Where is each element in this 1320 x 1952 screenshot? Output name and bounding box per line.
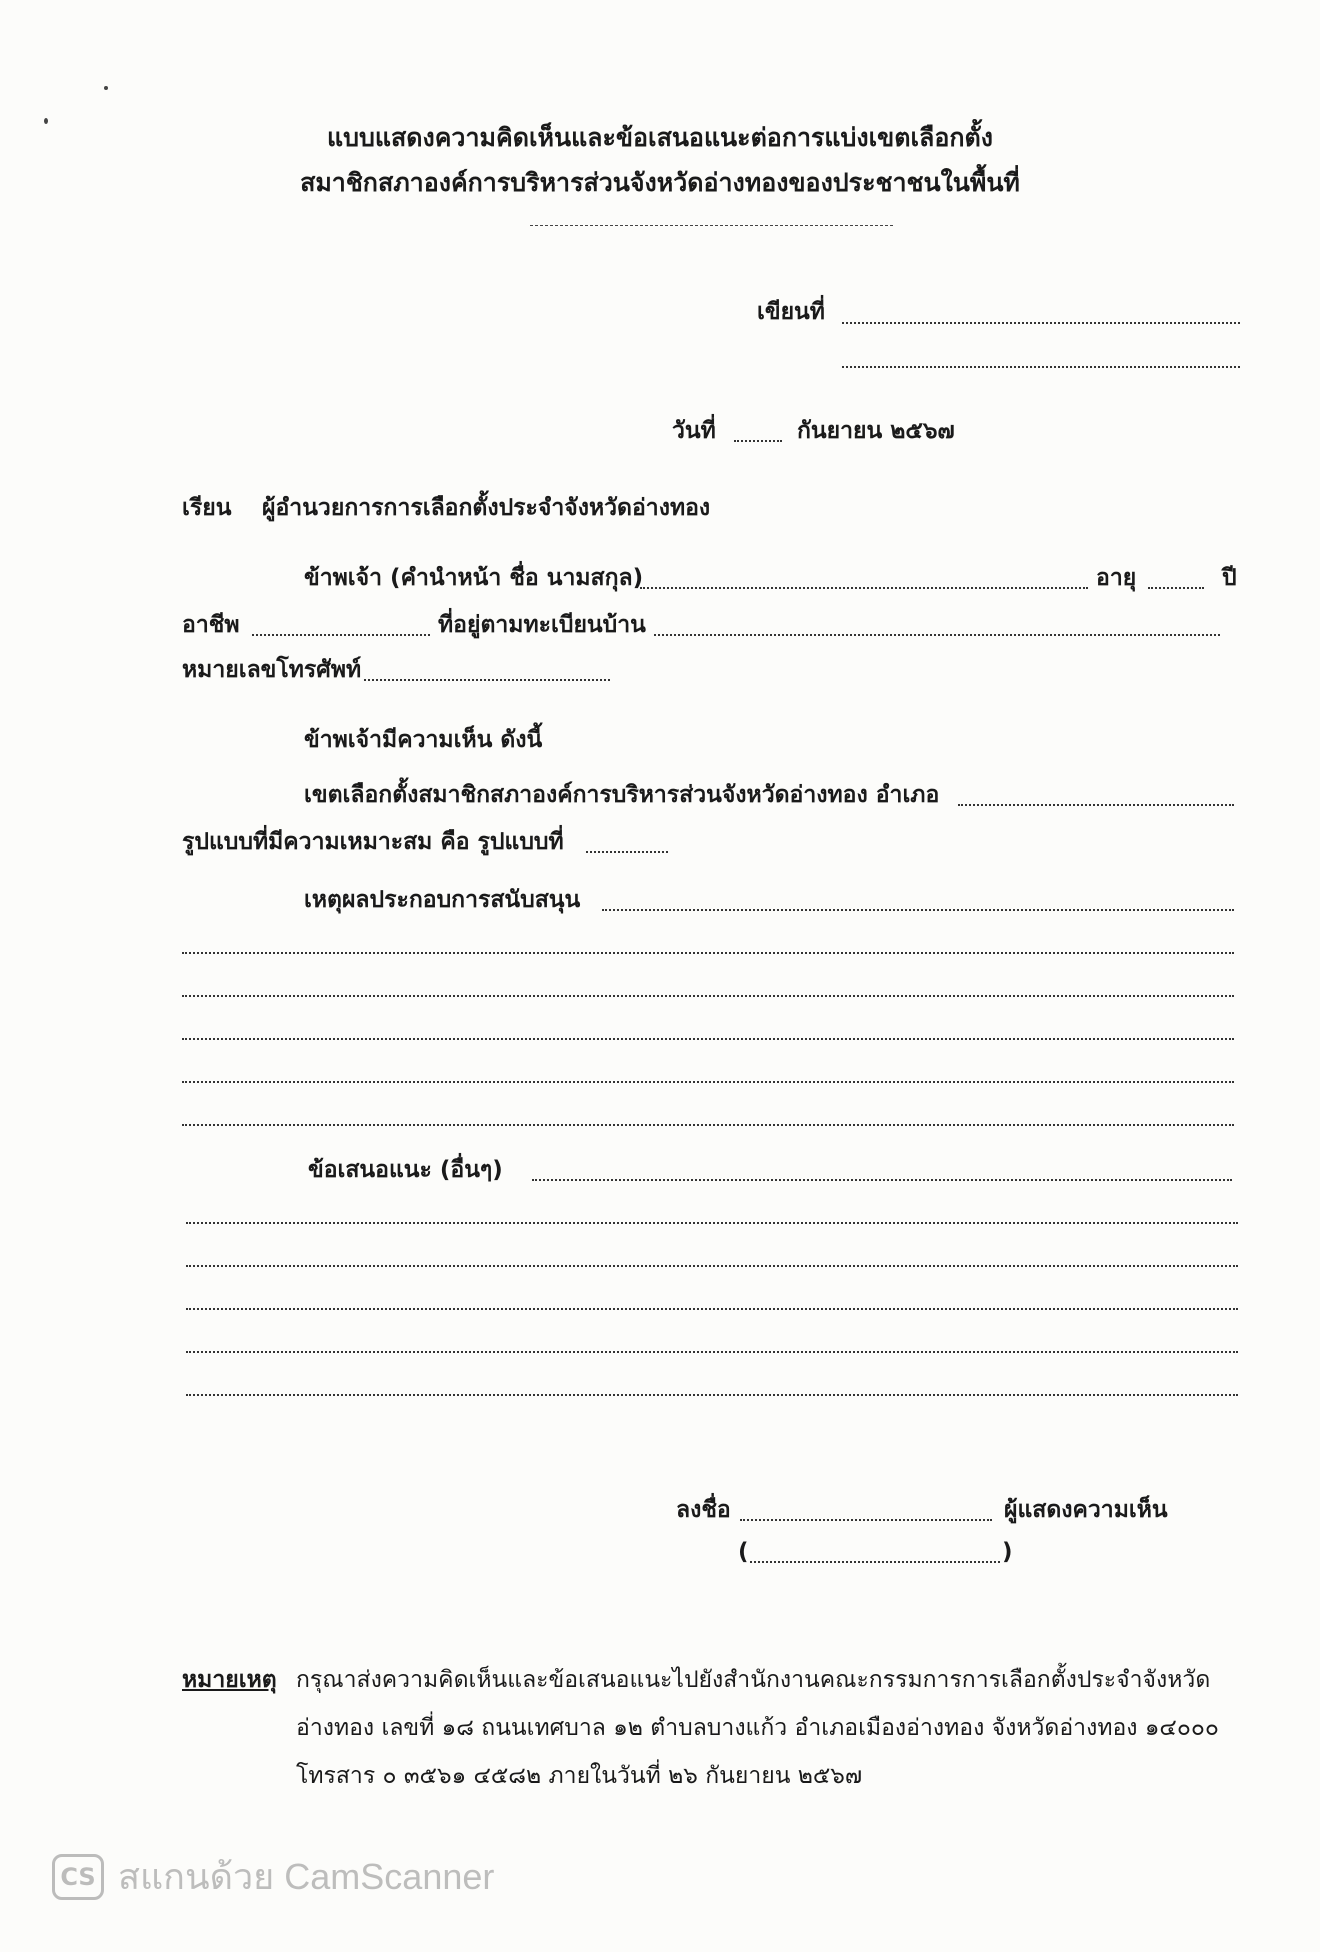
written-at-field-2[interactable] — [842, 366, 1240, 368]
note-label: หมายเหตุ — [182, 1667, 277, 1693]
suggestion-label: ข้อเสนอแนะ (อื่นๆ) — [308, 1157, 503, 1183]
suggestion-field[interactable] — [186, 1351, 1238, 1353]
phone-field[interactable] — [364, 679, 610, 681]
suggestion-field-first[interactable] — [532, 1179, 1232, 1181]
signature-name-field[interactable] — [750, 1561, 1000, 1563]
name-label: ข้าพเจ้า (คำนำหน้า ชื่อ นามสกุล) — [304, 565, 644, 591]
signature-field[interactable] — [740, 1519, 992, 1521]
reason-field[interactable] — [182, 995, 1234, 997]
format-label: รูปแบบที่มีความเหมาะสม คือ รูปแบบที่ — [182, 829, 564, 855]
date-month-year: กันยายน ๒๕๖๗ — [797, 418, 955, 444]
suggestion-field[interactable] — [186, 1265, 1238, 1267]
address-field[interactable] — [654, 634, 1220, 636]
title-line-1: แบบแสดงความคิดเห็นและข้อเสนอแนะต่อการแบ่งเขตเลือกตั้ง — [327, 123, 993, 152]
occupation-field[interactable] — [252, 634, 430, 636]
reason-field[interactable] — [182, 1038, 1234, 1040]
camscanner-logo-icon: CS — [52, 1854, 104, 1900]
district-label: เขตเลือกตั้งสมาชิกสภาองค์การบริหารส่วนจังหวัดอ่างทอง อำเภอ — [304, 782, 940, 808]
format-field[interactable] — [586, 851, 668, 853]
address-label: ที่อยู่ตามทะเบียนบ้าน — [438, 612, 646, 638]
reason-field[interactable] — [182, 1081, 1234, 1083]
reason-label: เหตุผลประกอบการสนับสนุน — [304, 887, 581, 913]
reason-field[interactable] — [182, 1124, 1234, 1126]
age-label: อายุ — [1096, 565, 1137, 591]
note-line-2: อ่างทอง เลขที่ ๑๘ ถนนเทศบาล ๑๒ ตำบลบางแก้ว อำเภอเมืองอ่างทอง จังหวัดอ่างทอง ๑๔๐๐๐ — [296, 1715, 1219, 1741]
opinion-heading: ข้าพเจ้ามีความเห็น ดังนี้ — [304, 727, 543, 753]
date-label: วันที่ — [672, 418, 716, 444]
salutation-recipient: ผู้อำนวยการการเลือกตั้งประจำจังหวัดอ่างทอง — [262, 495, 711, 521]
district-field[interactable] — [958, 804, 1234, 806]
suggestion-field[interactable] — [186, 1308, 1238, 1310]
phone-label: หมายเลขโทรศัพท์ — [182, 657, 362, 683]
signature-name-open-paren: ( — [738, 1539, 749, 1565]
salutation-label: เรียน — [182, 495, 232, 521]
written-at-label: เขียนที่ — [757, 299, 825, 325]
suggestion-field[interactable] — [186, 1394, 1238, 1396]
signature-name-close-paren: ) — [1002, 1539, 1013, 1565]
age-unit: ปี — [1222, 565, 1237, 591]
scan-speck — [104, 86, 108, 90]
camscanner-watermark-text: สแกนด้วย CamScanner — [118, 1856, 495, 1897]
note-line-3: โทรสาร ๐ ๓๕๖๑ ๔๕๘๒ ภายในวันที่ ๒๖ กันยายน ๒๕๖๗ — [296, 1763, 863, 1789]
reason-field-first[interactable] — [602, 909, 1234, 911]
written-at-field-1[interactable] — [842, 322, 1240, 324]
name-field[interactable] — [640, 587, 1088, 589]
date-day-field[interactable] — [734, 440, 782, 442]
title-divider — [530, 225, 893, 226]
reason-field[interactable] — [182, 952, 1234, 954]
occupation-label: อาชีพ — [182, 612, 240, 638]
signature-label: ลงชื่อ — [676, 1497, 731, 1523]
suggestion-field[interactable] — [186, 1222, 1238, 1224]
note-line-1: กรุณาส่งความคิดเห็นและข้อเสนอแนะไปยังสำนักงานคณะกรรมการการเลือกตั้งประจำจังหวัด — [296, 1667, 1211, 1693]
age-field[interactable] — [1148, 587, 1204, 589]
title-line-2: สมาชิกสภาองค์การบริหารส่วนจังหวัดอ่างทองของประชาชนในพื้นที่ — [300, 168, 1020, 197]
camscanner-watermark — [52, 1848, 494, 1905]
signature-role: ผู้แสดงความเห็น — [1004, 1497, 1168, 1523]
